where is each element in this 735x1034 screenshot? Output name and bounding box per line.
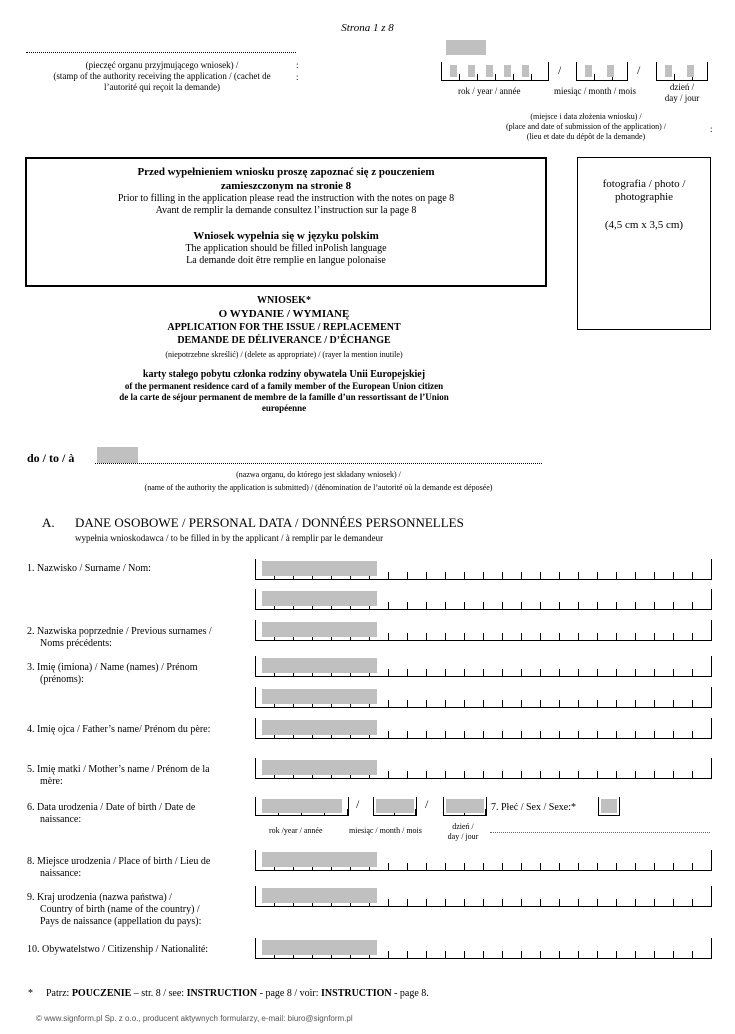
birth-month-field[interactable]	[373, 797, 417, 816]
recipient-input[interactable]	[97, 447, 138, 463]
instruction-notice-box: Przed wypełnieniem wniosku proszę zapoznać się z pouczeniem zamieszczonym na stronie 8 Prior to filling in the application please read the instruction with the notes on page 8 Avant de remplir la demande consultez l’instruction sur la page 8 Wniosek wypełnia się w języku polskim The application should be filled inPolish language La demande doit être remplie en langue polonaise	[25, 157, 547, 287]
father-name-label: 4. Imię ojca / Father’s name/ Prénom du père:	[27, 724, 211, 735]
father-name-field[interactable]	[255, 718, 712, 739]
stamp-caption: (pieczęć organu przyjmującego wniosek) / (stamp of the authority receiving the application / (cachet de l’autorité qui reçoit la demande)	[53, 60, 271, 92]
citizenship-label: 10. Obywatelstwo / Citizenship / Nationalité:	[27, 944, 209, 955]
section-title: DANE OSOBOWE / PERSONAL DATA / DONNÉES PERSONNELLES	[75, 515, 464, 530]
footer-note: * Patrz: POUCZENIE – str. 8 / see: INSTRUCTION - page 8 / voir: INSTRUCTION - page 8.	[28, 988, 429, 999]
credit-line: © www.signform.pl Sp. z o.o., producent aktywnych formularzy, e-mail: biuro@signform.pl	[36, 1014, 353, 1023]
previous-surnames-label: 2. Nazwiska poprzednie / Previous surnames / Noms précédents:	[27, 626, 212, 649]
birth-year-field[interactable]	[255, 797, 349, 816]
submission-month-field[interactable]	[576, 62, 628, 81]
birth-day-field[interactable]	[443, 797, 487, 816]
birth-place-field[interactable]	[255, 850, 712, 871]
sex-field[interactable]	[598, 797, 620, 816]
citizenship-field[interactable]	[255, 938, 712, 959]
birth-date-label: 6. Data urodzenia / Date of birth / Date de naissance:	[27, 802, 196, 825]
surname-field-1[interactable]	[255, 559, 712, 580]
submission-caption: (miejsce i data złożenia wniosku) / (place and date of submission of the application) / (lieu et date du dépôt de la demande)	[506, 112, 666, 141]
stamp-line	[26, 52, 296, 53]
date-separator: /	[558, 63, 562, 77]
birth-place-label: 8. Miejsce urodzenia / Place of birth / Lieu de naissance:	[27, 856, 211, 879]
previous-surnames-field[interactable]	[255, 620, 712, 641]
names-field-1[interactable]	[255, 656, 712, 677]
birth-country-label: 9. Kraj urodzenia (nazwa państwa) / Country of birth (name of the country) / Pays de naissance (appellation du pays):	[27, 892, 202, 927]
form-title: WNIOSEK* O WYDANIE / WYMIANĘ APPLICATION FOR THE ISSUE / REPLACEMENT DEMANDE DE DÉLIVERANCE / D’ÉCHANGE (niepotrzebne skreślić) / (delete as appropriate) / (rayer la mention inutile) karty stałego pobytu członka rodziny obywatela Unii Europejskiej of the permanent residence card of a family member of the European Union citizen de la carte de séjour permanent de membre de la famille d’un ressortissant de l’Union européenne	[119, 295, 449, 413]
names-field-2[interactable]	[255, 687, 712, 708]
section-subtitle: wypełnia wnioskodawca / to be filled in by the applicant / à remplir par le demandeur	[75, 533, 384, 543]
photo-box[interactable]: fotografia / photo / photographie (4,5 cm x 3,5 cm)	[577, 157, 711, 330]
sex-label: 7. Płeć / Sex / Sexe:*	[491, 802, 576, 813]
submission-day-field[interactable]	[656, 62, 708, 81]
submission-year-field[interactable]	[441, 62, 549, 81]
date-separator: /	[637, 63, 641, 77]
mother-name-label: 5. Imię matki / Mother’s name / Prénom de la mère:	[27, 764, 210, 787]
surname-label: 1. Nazwisko / Surname / Nom:	[27, 563, 151, 574]
recipient-label: do / to / à	[27, 451, 75, 465]
mother-name-field[interactable]	[255, 758, 712, 779]
surname-field-2[interactable]	[255, 589, 712, 610]
birth-country-field[interactable]	[255, 886, 712, 907]
recipient-caption: (nazwa organu, do którego jest składany wniosek) / (name of the authority the application is submitted) / (dénomination de l’autorité où la demande est déposée)	[144, 470, 493, 492]
section-letter: A.	[42, 515, 55, 530]
place-input[interactable]	[446, 40, 486, 55]
names-label: 3. Imię (imiona) / Name (names) / Prénom (prénoms):	[27, 662, 198, 685]
